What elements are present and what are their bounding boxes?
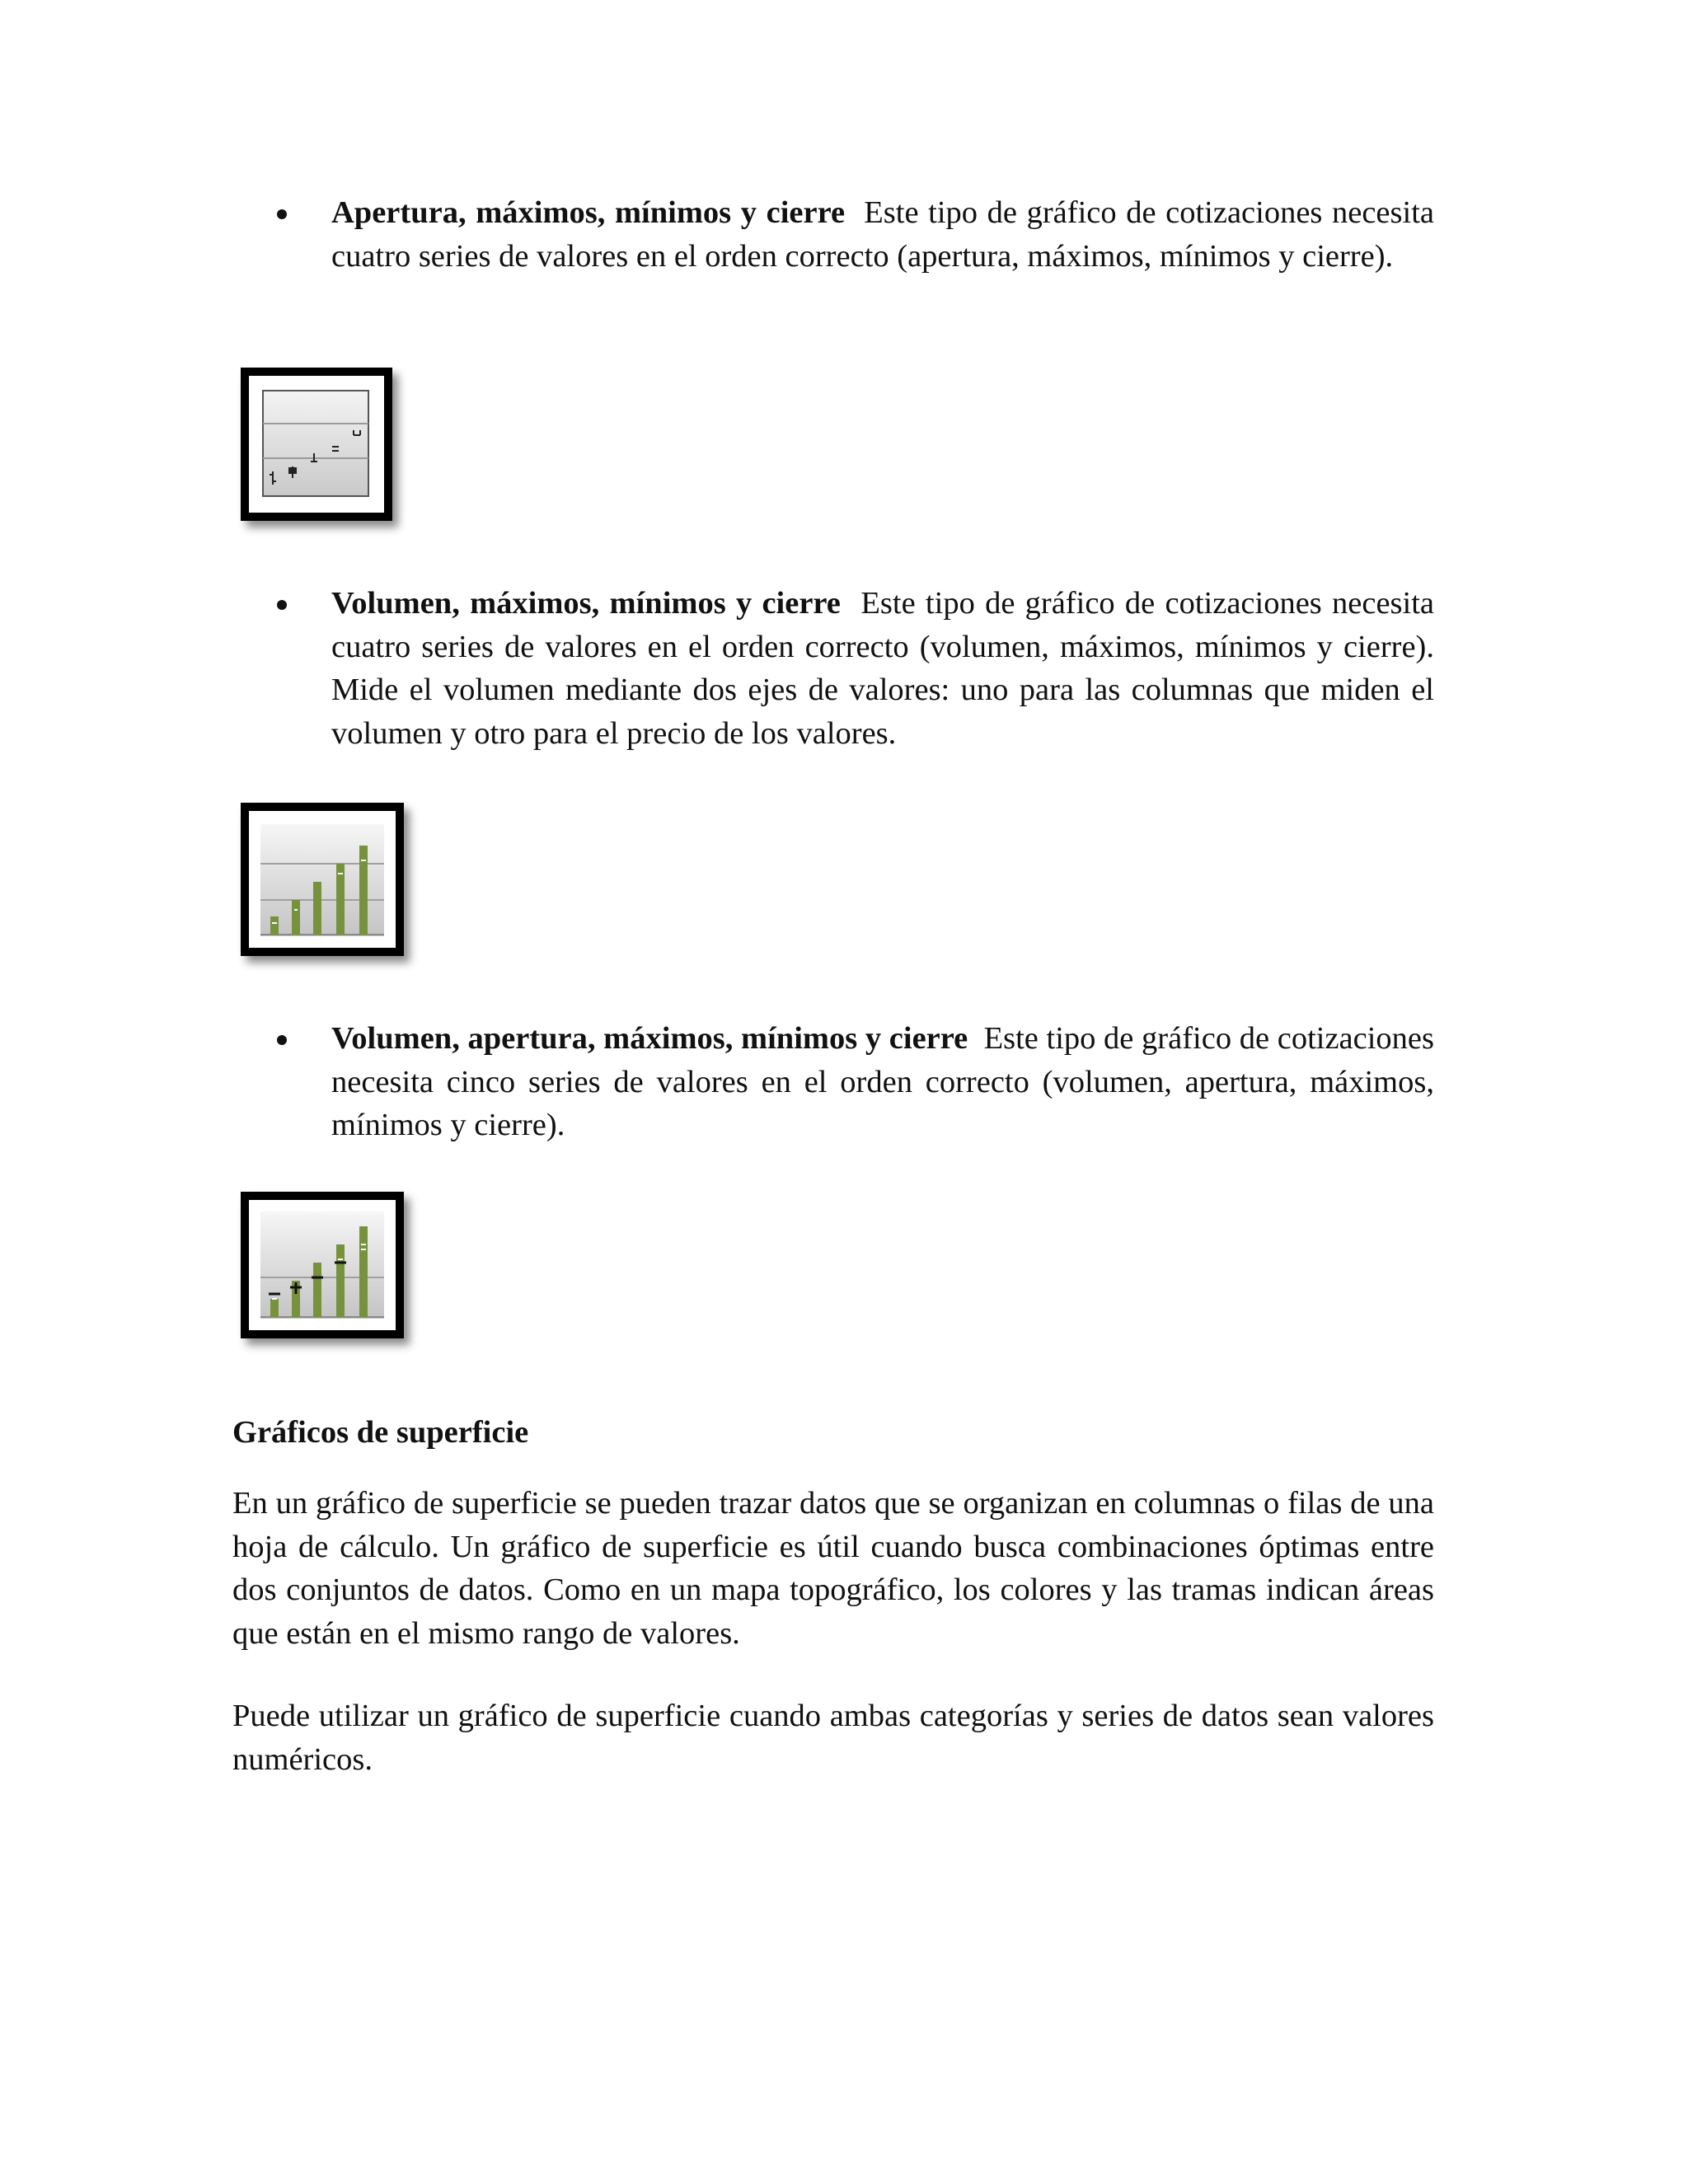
bullet-body: Este tipo de gráfico de cotizaciones necesita cinco series de valores en el orden correcto (volumen, apertura, máximos, mínimos y cierre). bbox=[331, 1021, 1434, 1142]
section-heading: Gráficos de superficie bbox=[232, 1415, 529, 1450]
bullet-title: Volumen, apertura, máximos, mínimos y cierre bbox=[331, 1021, 968, 1056]
bullet-paragraph bbox=[331, 1017, 1434, 1147]
bullet-icon bbox=[277, 1035, 287, 1045]
body-paragraph: En un gráfico de superficie se pueden trazar datos que se organizan en columnas o filas de una hoja de cálculo. Un gráfico de superficie es útil cuando busca combinaciones óptimas entre dos conjuntos de datos. Como en un mapa topográfico, los colores y las tramas indican áreas que están en el mismo rango de valores. bbox=[232, 1486, 1434, 1651]
bullet-title: Volumen, máximos, mínimos y cierre bbox=[331, 586, 841, 621]
bullet-body: Este tipo de gráfico de cotizaciones necesita cuatro series de valores en el orden correcto (apertura, máximos, mínimos y cierre). bbox=[331, 195, 1434, 274]
bullet-title: Apertura, máximos, mínimos y cierre bbox=[331, 195, 846, 230]
bullet-paragraph bbox=[331, 191, 1434, 278]
stock-volume-ohlc-chart-icon bbox=[241, 1192, 404, 1338]
body-paragraph: Puede utilizar un gráfico de superficie cuando ambas categorías y series de datos sean valores numéricos. bbox=[232, 1699, 1434, 1777]
bullet-paragraph bbox=[331, 582, 1434, 755]
bullet-body: Este tipo de gráfico de cotizaciones necesita cuatro series de valores en el orden correcto (volumen, máximos, mínimos y cierre). Mide el volumen mediante dos ejes de valores: uno para las columnas que miden el volumen y otro para el precio de los valores. bbox=[331, 586, 1434, 751]
bullet-icon bbox=[277, 209, 287, 219]
bullet-icon bbox=[277, 600, 287, 610]
stock-ohlc-chart-icon bbox=[241, 368, 392, 521]
stock-volume-hlc-chart-icon bbox=[241, 803, 404, 956]
